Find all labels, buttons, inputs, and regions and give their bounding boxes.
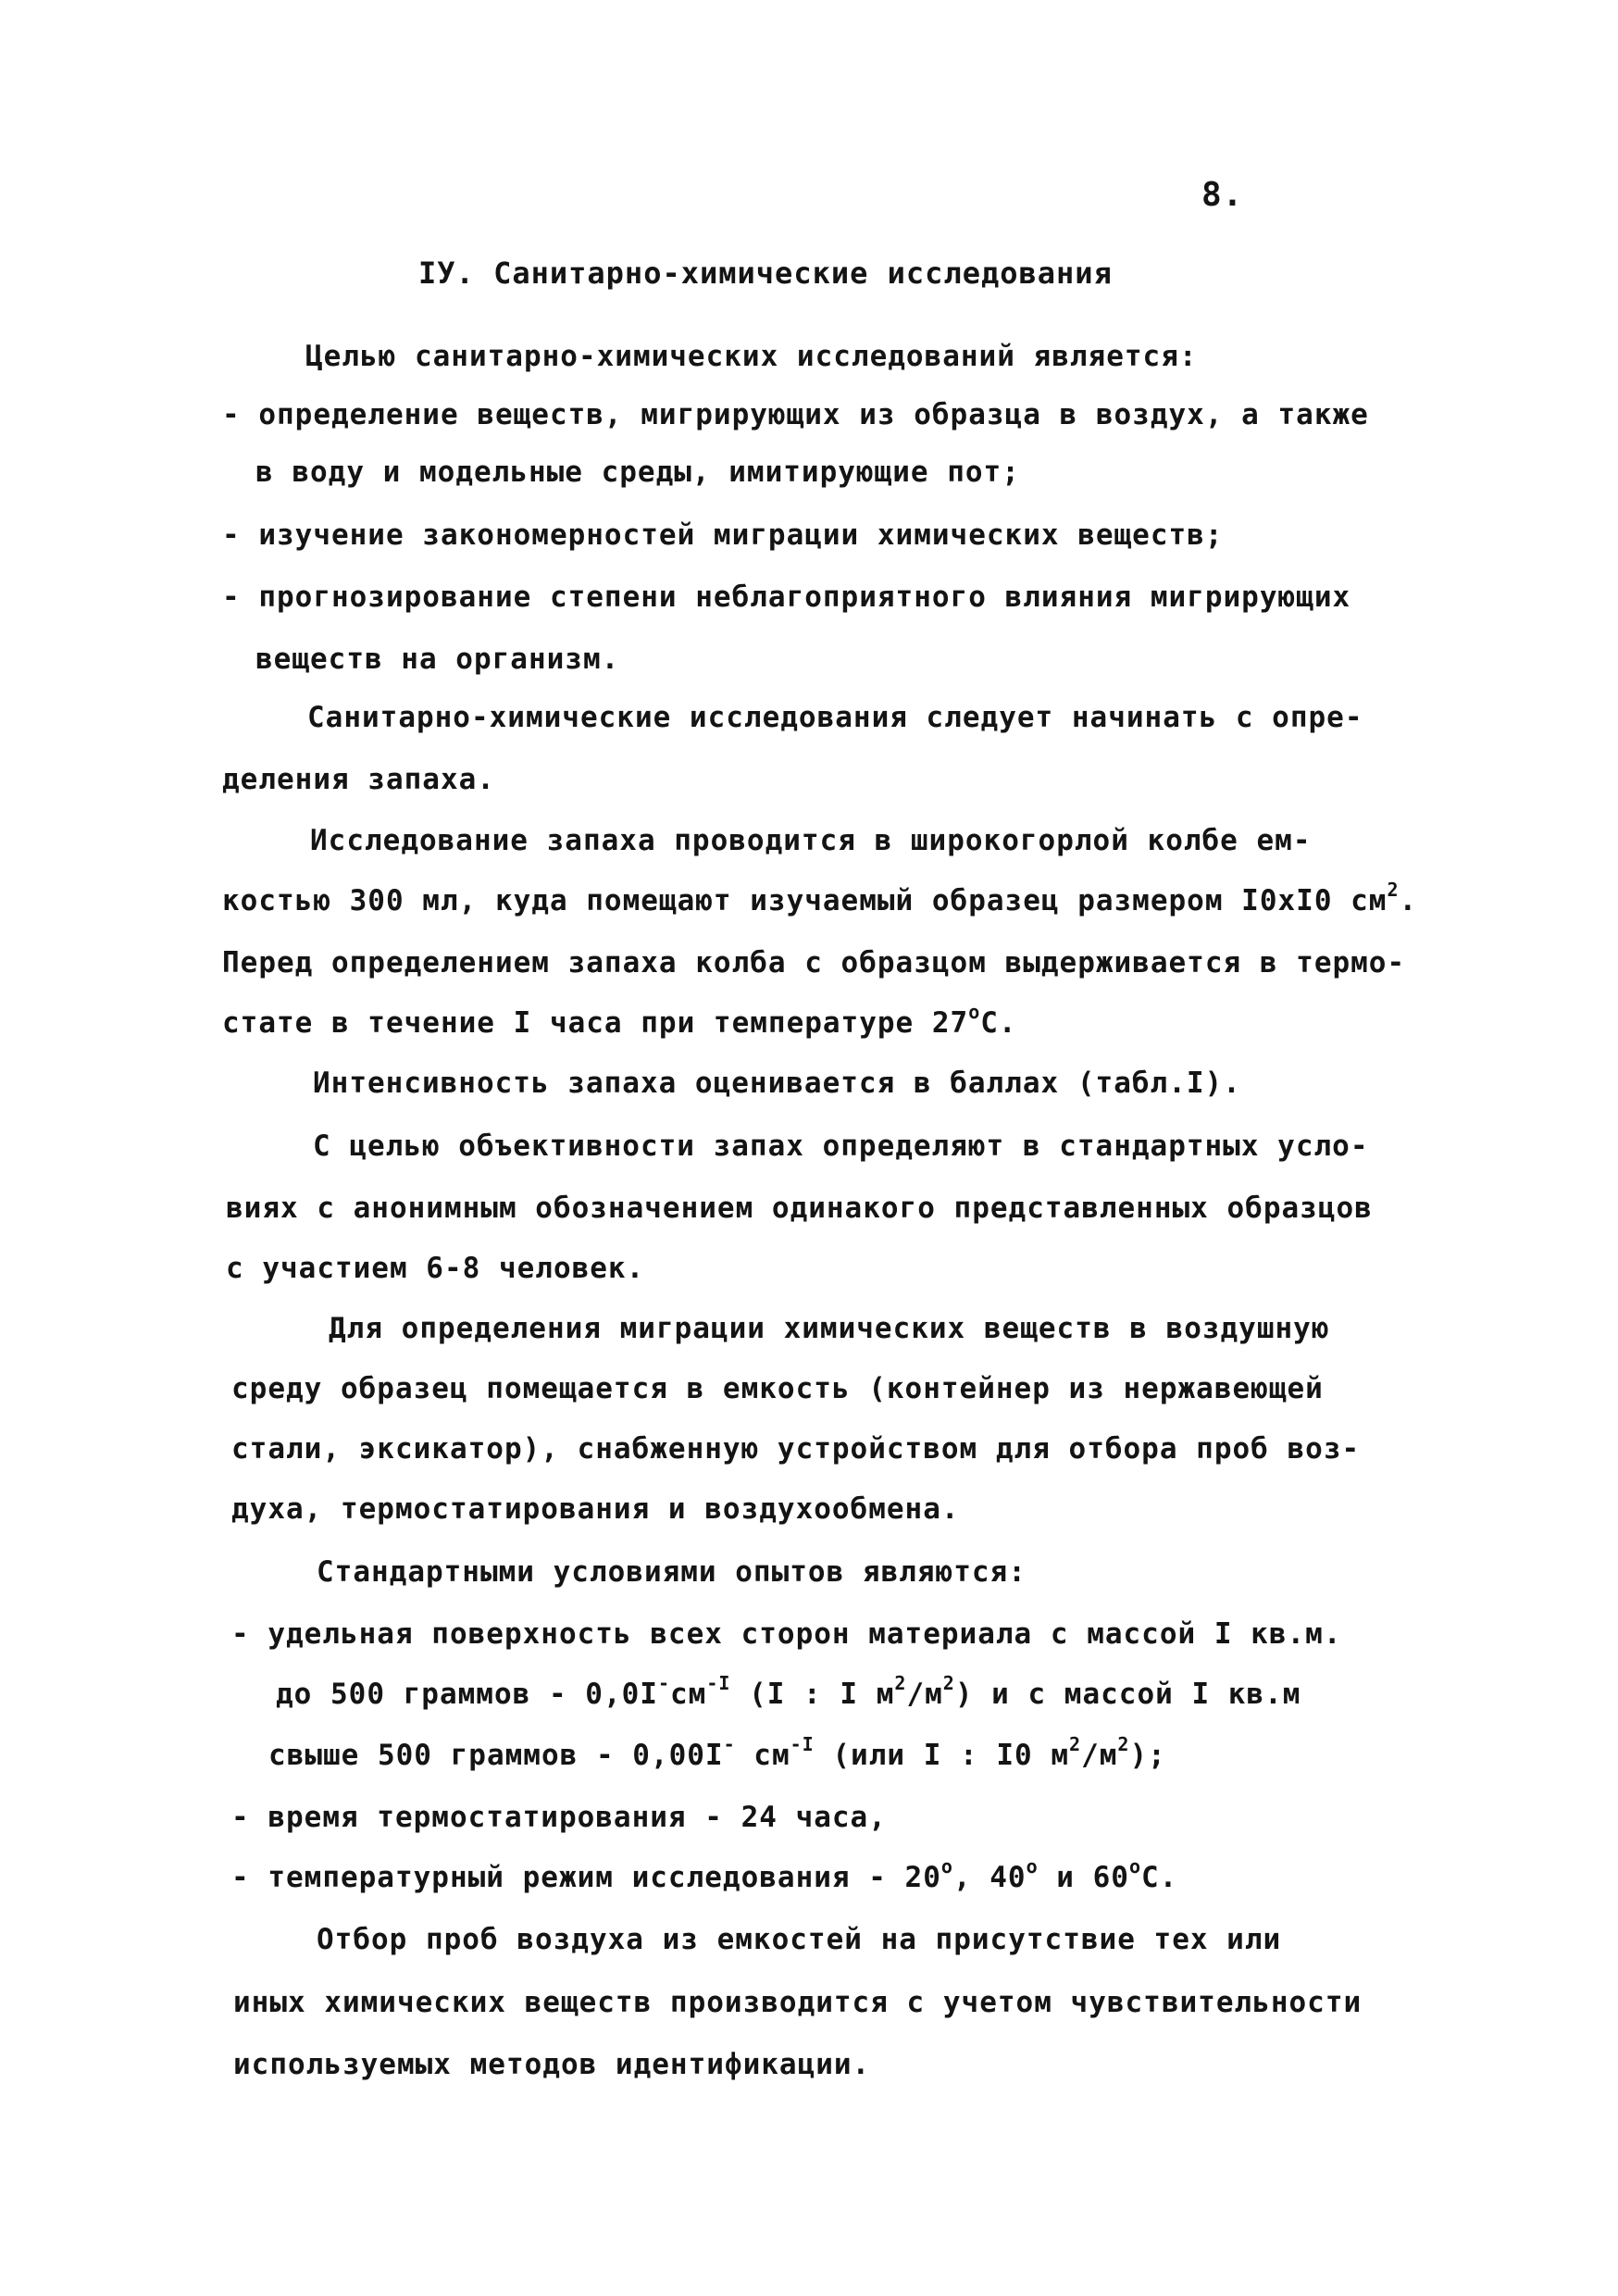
section-heading: IУ. Санитарно-химические исследования [418, 256, 1113, 291]
goals-intro: Целью санитарно-химических исследований является: [305, 340, 1198, 373]
paragraph-5-line-3: с участием 6-8 человек. [226, 1252, 645, 1285]
paragraph-3-line-2: костью 300 мл, куда помещают изучаемый образец размером I0хI0 $см^2$. [222, 878, 1418, 917]
paragraph-8-line-2: иных химических веществ производится с учетом чувствительности [233, 1986, 1363, 2019]
goal-item-1-line-1: - определение веществ, мигрирующих из образца в воздух, а также [222, 398, 1369, 431]
paragraph-6-line-1: Для определения миграции химических веществ в воздушную [329, 1312, 1330, 1345]
paragraph-3-line-1: Исследование запаха проводится в широкогорлой колбе ем- [310, 824, 1312, 857]
goal-item-1-line-2: в воду и модельные среды, имитирующие пот; [255, 455, 1020, 489]
goal-item-3-line-2: веществ на организм. [255, 643, 620, 676]
paragraph-6-line-4: духа, термостатирования и воздухообмена. [231, 1492, 960, 1526]
paragraph-6-line-3: стали, эксикатор), снабженную устройством для отбора проб воз- [231, 1432, 1361, 1466]
paragraph-3-line-4: стате в течение I часа при температуре $27^оС$. [222, 1000, 1017, 1040]
goal-item-2: - изучение закономерностей миграции химических веществ; [222, 518, 1224, 552]
condition-item-1-line-3: свыше 500 граммов - 0,00I- $см^{-I}$ (или I : I0 $м^2/м^2$); [268, 1732, 1166, 1772]
paragraph-8-line-1: Отбор проб воздуха из емкостей на присутствие тех или [317, 1923, 1282, 1956]
page-number: 8. [1201, 176, 1244, 214]
paragraph-6-line-2: среду образец помещается в емкость (контейнер из нержавеющей [231, 1372, 1324, 1405]
goal-item-3-line-1: - прогнозирование степени неблагоприятного влияния мигрирующих [222, 580, 1351, 614]
paragraph-4: Интенсивность запаха оценивается в баллах (табл.I). [313, 1067, 1241, 1100]
paragraph-8-line-3: используемых методов идентификации. [233, 2048, 871, 2081]
condition-item-2: - время термостатирования - 24 часа, [231, 1801, 887, 1834]
paragraph-3-line-3: Перед определением запаха колба с образцом выдерживается в термо- [222, 946, 1406, 980]
paragraph-5-line-2: виях с анонимным обозначением одинакого представленных образцов [226, 1192, 1373, 1225]
conditions-intro: Стандартными условиями опытов являются: [317, 1555, 1027, 1589]
paragraph-2-line-1: Санитарно-химические исследования следует начинать с опре- [307, 701, 1363, 734]
paragraph-2-line-2: деления запаха. [222, 763, 495, 796]
condition-item-1-line-2: до 500 граммов - $0,0I^-см^{-I}$ (I : I $м^2/м^2$) и с массой I кв.м [276, 1671, 1301, 1711]
condition-item-3: - температурный режим исследования - $20^о$, $40^о$ и $60^оС$. [231, 1854, 1178, 1894]
paragraph-5-line-1: С целью объективности запах определяют в стандартных усло- [313, 1129, 1369, 1163]
condition-item-1-line-1: - удельная поверхность всех сторон материала с массой I кв.м. [231, 1617, 1342, 1651]
